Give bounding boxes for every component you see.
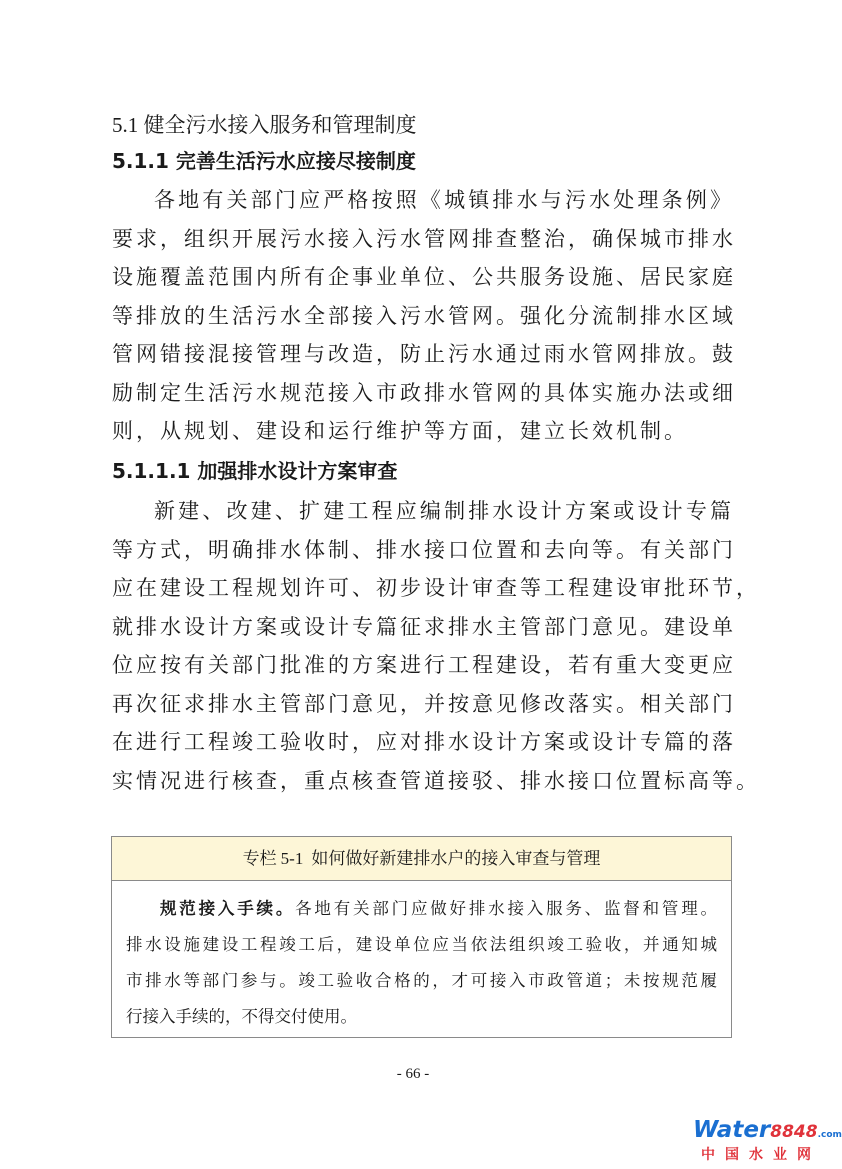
paragraph-line: 在进行工程竣工验收时，应对排水设计方案或设计专篇的落 [112,730,736,754]
paragraph-line: 则，从规划、建设和运行维护等方面，建立长效机制。 [112,419,688,443]
sidebar-box-title [112,837,731,881]
paragraph-line: 等排放的生活污水全部接入污水管网。强化分流制排水区域 [112,303,736,328]
paragraph-5-1-1 [112,181,734,451]
subsection-heading-5-1-1-1: 5.1.1.1 加强排水设计方案审查 [112,459,398,483]
logo-chinese-name: 中国水业网 [701,1147,821,1163]
paragraph-line: 设施覆盖范围内所有企事业单位、公共服务设施、居民家庭 [112,265,736,289]
paragraph-line: 等方式，明确排水体制、排水接口位置和去向等。有关部门 [112,537,736,562]
paragraph-line: 励制定生活污水规范接入市政排水管网的具体实施办法或细 [112,380,736,405]
sidebar-box-5-1 [111,836,732,1038]
box-title-prefix: 专栏 [242,849,277,869]
section-heading: 5.1 健全污水接入服务和管理制度 [112,113,417,137]
box-title-text: 如何做好新建排水户的接入审查与管理 [311,849,601,869]
paragraph-line: 管网错接混接管理与改造，防止污水通过雨水管网排放。鼓 [112,342,736,366]
box-line: 市排水等部门参与。竣工验收合格的，才可接入市政管道；未按规范履 [126,971,717,990]
water8848-logo [693,1117,842,1165]
box-line: 行接入手续的，不得交付使用。 [126,1007,357,1026]
paragraph-line: 实情况进行核查，重点核查管道接驳、排水接口位置标高等。 [112,768,760,793]
paragraph-line: 位应按有关部门批准的方案进行工程建设，若有重大变更应 [112,653,736,677]
logo-word-suffix: .com [817,1130,842,1140]
paragraph-line: 新建、改建、扩建工程应编制排水设计方案或设计专篇 [154,499,734,523]
box-title-number: 5-1 [280,849,304,868]
sidebar-box-body [112,881,731,1035]
subsection-heading-5-1-1: 5.1.1 完善生活污水应接尽接制度 [112,149,416,173]
box-line [126,891,717,927]
page-number: - 66 - [396,1066,430,1082]
box-line: 排水设施建设工程竣工后，建设单位应当依法组织竣工验收，并通知城 [126,935,717,954]
logo-word-water: Water [693,1117,771,1143]
paragraph-line: 要求，组织开展污水接入污水管网排查整治，确保城市排水 [112,226,736,251]
box-line-rest: 各地有关部门应做好排水接入服务、监督和管理。 [295,899,718,918]
paragraph-line: 再次征求排水主管部门意见，并按意见修改落实。相关部门 [112,691,736,716]
paragraph-5-1-1-1 [112,492,760,800]
paragraph-line: 各地有关部门应严格按照《城镇排水与污水处理条例》 [154,188,734,212]
logo-word-number: 8848 [770,1122,818,1142]
paragraph-line: 就排水设计方案或设计专篇征求排水主管部门意见。建设单 [112,614,736,639]
paragraph-line: 应在建设工程规划许可、初步设计审查等工程建设审批环节， [112,576,760,600]
box-lead-text: 规范接入手续。 [160,899,296,918]
